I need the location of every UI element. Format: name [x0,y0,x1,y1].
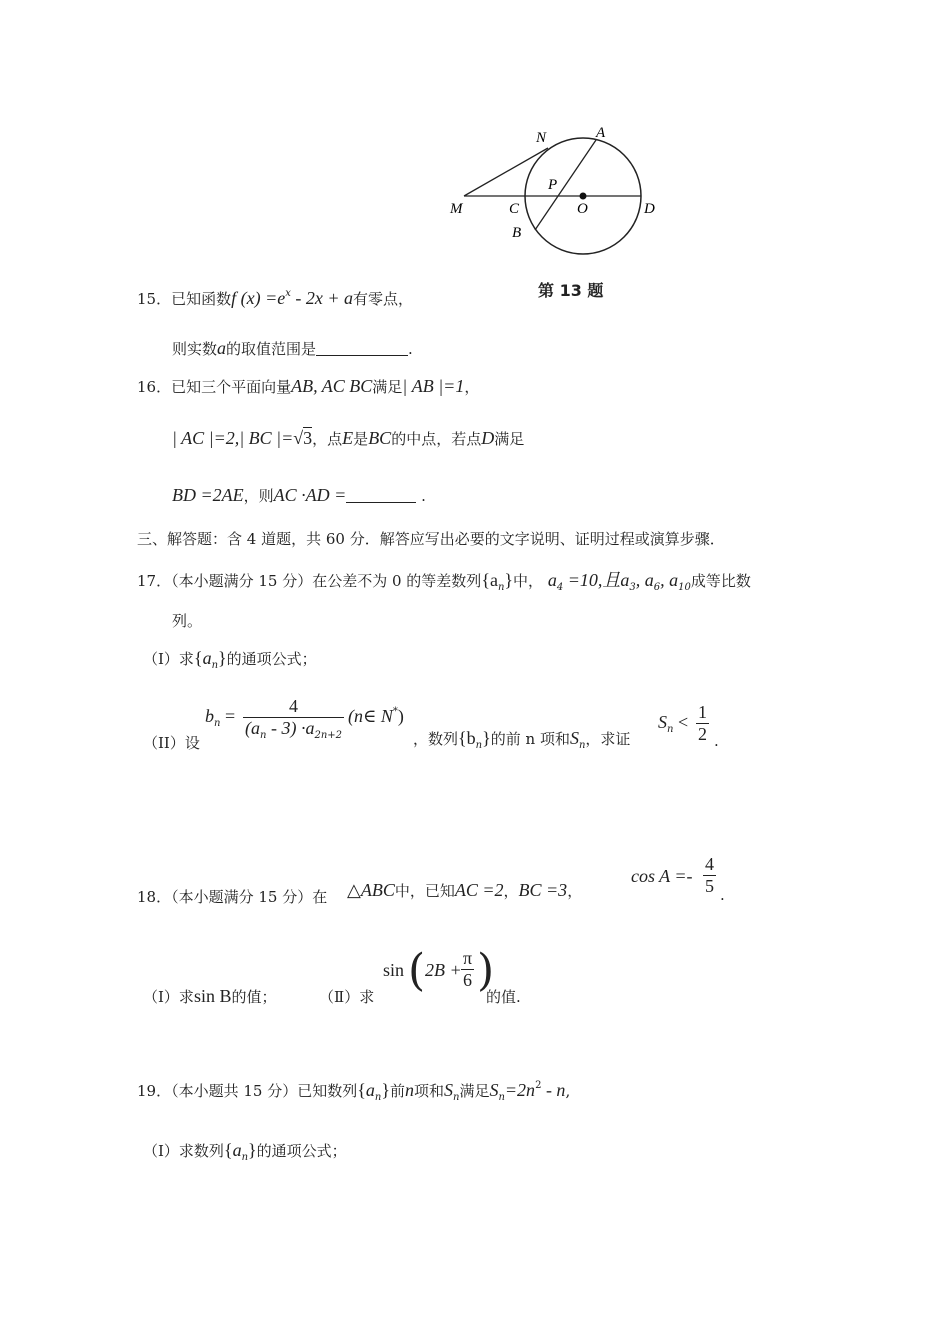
q17-half-den: 2 [698,724,707,744]
brace-close: } [381,1080,390,1100]
label-o: O [577,201,588,217]
q18-pi: π [463,948,473,968]
q17-domain: (n∈ N [348,706,393,726]
q16-answer-blank[interactable] [346,488,416,503]
left-paren: ( [408,945,426,996]
q18-bc: BC =3 [518,880,568,900]
q17-seq-open: {a [481,570,498,590]
q19-a: a [365,1080,375,1100]
q15-suffix: 有零点， [353,290,414,308]
q17-tail: 成等比数 [690,572,751,590]
q17-dot: . [714,732,719,750]
q17-frac-den [243,717,344,741]
q19-s2-sub: n [498,1092,505,1103]
q19-mid3: 满足 [459,1082,490,1100]
q17-seq-close: } [504,570,514,590]
label-d: D [644,201,655,217]
q17-cond-a: a [547,570,557,590]
q17-bseq: {b [458,728,476,748]
label-p: P [548,177,558,193]
label-m: M [450,201,463,217]
q16-number: 16． [137,378,172,396]
q17-part1-seq-close: } [218,648,227,668]
q18-number: 18． [137,888,172,906]
q19-mid: 前 [389,1082,405,1100]
q19-s-sub: n [452,1092,460,1103]
q16-mid1: ，点 [312,430,343,448]
q17-part1 [143,648,317,671]
q17-mid: 中， [513,572,544,590]
q17-domain-star: * [392,706,398,717]
q16-cond2: | AC |=2,| BC |= [172,428,294,448]
q16-comma: ， [464,378,480,396]
q18-inner: 2B + [425,960,462,980]
q19-intro: （本小题共 15 分）已知数列 [171,1082,358,1100]
q15-end: . [408,340,413,358]
q18-den: 5 [705,876,714,896]
label-n: N [536,130,547,146]
q15-prefix: 已知函数 [171,290,232,308]
q17-line1 [137,566,751,593]
q17-bseq-sub: n [475,740,483,751]
q18-intro: （本小题满分 15 分）在 [171,888,328,906]
q18-parts [143,945,643,1008]
q17-line2: 列。 [172,612,203,630]
q17-bn-sub: n [214,718,221,729]
q19-end: , [565,1082,571,1100]
q17-den-b: - 3) ·a [266,718,315,738]
q15-line2 [172,338,413,359]
q16-line2 [172,428,524,449]
q17-part2-mid2: 的前 n 项和 [490,730,570,748]
q16-cond1: | AB |=1 [402,376,465,396]
q19-part1-label: （Ⅰ）求数列 [143,1142,224,1160]
q18-six: 6 [463,970,473,990]
q17-domain-close: ) [397,706,404,726]
q16-mid3: 的中点，若点 [391,430,482,448]
q17-part1-label: （I）求 [143,650,194,668]
q16-cond1-pre: 满足 [372,378,403,396]
q18-cos: cos A =- [631,866,693,886]
q17-intro: （本小题满分 15 分）在公差不为 0 的等差数列 [171,572,482,590]
q18-mid: 中，已知 [394,882,455,900]
q18-line1 [137,852,837,912]
q16-cond3: BD =2AE [172,485,244,505]
q19-part1-a: a [232,1140,242,1160]
q18-c1: ， [503,882,519,900]
q17-part2-mid: ，数列 [413,730,459,748]
q17-ineq-s: S [658,712,667,732]
q17-part2-end: ，求证 [585,730,631,748]
q15-line1 [137,288,413,309]
q17-frac-num: 4 [289,696,298,716]
q17-sub6: 6 [653,582,661,593]
q15-line2-post: 的取值范围是 [226,340,317,358]
q18-part1: （Ⅰ）求 [143,988,194,1006]
q17-den-a: (a [245,718,260,738]
q16-prefix: 已知三个平面向量 [171,378,292,396]
q18-part2-end: 的值. [486,988,521,1006]
brace-open-2: { [223,1140,233,1160]
label-a: A [596,125,606,141]
section-3-heading: 三、解答题：含 4 道题，共 60 分．解答应写出必要的文字说明、证明过程或演算步骤． [137,530,725,548]
brace-open: { [357,1080,366,1100]
q17-lt: < [673,712,689,732]
q17-c3: , a [660,570,679,590]
q15-func: f (x) =e [231,288,286,308]
q19-part1-end: 的通项公式； [256,1142,347,1160]
q18-dot: . [720,886,725,904]
q17-sub10: 10 [678,582,691,593]
q19-formula-end: - n [541,1080,566,1100]
label-b: B [512,225,522,241]
q17-number: 17． [137,572,172,590]
q19-n: n [404,1080,414,1100]
q16-d: D [481,428,495,448]
q17-fraction [243,696,344,741]
tangent-line-mn [464,148,548,196]
q17-eq: = [220,706,236,726]
q19-s2: S [489,1080,499,1100]
q15-var: a [217,338,227,358]
q19-formula: =2n [504,1080,536,1100]
q17-half [696,702,709,745]
q17-part1-post: 的通项公式； [226,650,317,668]
q19-s: S [443,1080,453,1100]
right-paren: ) [477,945,495,996]
figure-caption: 第 13 题 [538,281,604,300]
q16-line3 [172,485,426,506]
q16-e: E [342,428,354,448]
q17-cond-rest: =10,且a [563,570,630,590]
q18-tri: △ABC [347,880,395,900]
q17-c2: , a [635,570,654,590]
q17-part1-a: a [202,648,212,668]
q17-part1-seq-open: { [193,648,203,668]
q19-sq: 2 [535,1080,542,1091]
q18-c2: ， [567,882,583,900]
q18-sin: sin [383,960,405,980]
q17-s: S [569,728,579,748]
q17-bn: b [205,706,214,726]
q16-bc: BC [368,428,392,448]
sqrt-sign: √ [293,428,304,448]
q16-mid2: 是 [353,430,369,448]
q15-answer-blank[interactable] [316,341,408,356]
q16-ask: AC ·AD = [273,485,347,505]
q19-part1 [143,1140,347,1163]
brace-close-2: } [248,1140,257,1160]
q18-cos-frac [703,854,716,897]
q17-ineq-sub: n [667,724,674,735]
q15-number: 15． [137,290,172,308]
q17-bseq-close: } [482,728,491,748]
q15-line2-pre: 则实数 [172,340,218,358]
q19-mid2: 项和 [413,1082,444,1100]
center-point [580,193,587,200]
q16-vectors: AB, AC BC [291,376,373,396]
q18-pi-frac [461,948,474,991]
q17-den-sub2: 2n+2 [314,730,342,741]
q18-num: 4 [705,854,714,874]
q19-a-sub: n [374,1092,382,1103]
q17-s-sub: n [578,740,586,751]
label-c: C [509,201,520,217]
q18-part1-end: 的值； [231,988,277,1006]
q19-line1 [137,1080,570,1103]
q17-cond-sub: 4 [556,582,564,593]
q17-part2-label: （II）设 [143,734,200,752]
q19-part1-a-sub: n [241,1152,249,1163]
q17-den-sub: n [260,730,267,741]
q17-part1-sub: n [211,660,219,671]
q15-exp: x [285,288,291,299]
q18-sinb: sin B [193,986,232,1006]
q17-sub3: 3 [629,582,636,593]
q16-ask-pre: ，则 [243,487,274,505]
q16-mid4: 满足 [494,430,525,448]
q18-ac: AC =2 [454,880,504,900]
q16-end: . [421,487,426,505]
q16-line1 [137,376,479,397]
q19-number: 19． [137,1082,172,1100]
q15-rest: - 2x + a [290,288,354,308]
q17-half-num: 1 [698,702,707,722]
q17-seq-sub: n [497,582,505,593]
q16-sqrt: 3 [303,428,313,448]
q18-part2: （Ⅱ）求 [319,988,375,1006]
